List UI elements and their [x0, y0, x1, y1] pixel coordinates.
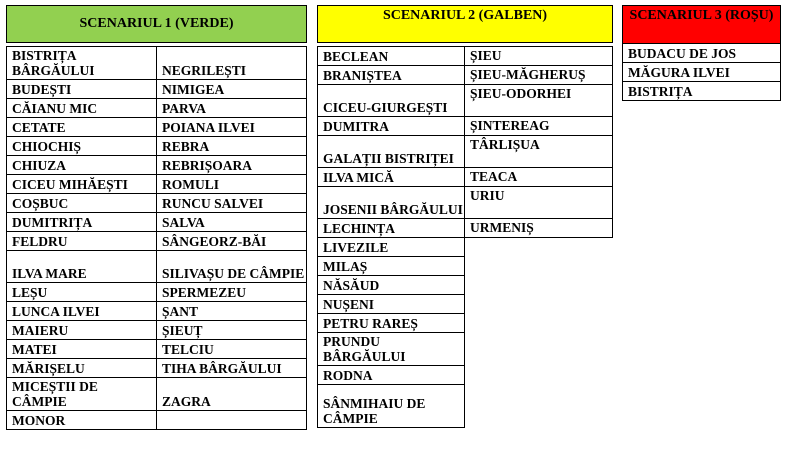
locality-cell: BRANIȘTEA [318, 66, 465, 85]
locality-cell: SILIVAȘU DE CÂMPIE [157, 251, 307, 283]
locality-cell: SÂNMIHAIU DE CÂMPIE [318, 385, 465, 428]
table-row [7, 47, 307, 80]
locality-cell: PETRU RAREȘ [318, 314, 465, 333]
locality-cell: BECLEAN [318, 47, 465, 66]
locality-cell: BISTRIȚA BÂRGĂULUI [7, 47, 157, 80]
locality-cell: ȘIEU-MĂGHERUȘ [465, 66, 613, 85]
locality-cell: NĂSĂUD [318, 276, 465, 295]
locality-cell: CHIUZA [7, 156, 157, 175]
empty-cell [465, 366, 613, 385]
table-row [318, 219, 613, 238]
locality-cell: ROMULI [157, 175, 307, 194]
locality-cell: MONOR [7, 411, 157, 430]
locality-cell: FELDRU [7, 232, 157, 251]
table-row [7, 156, 307, 175]
locality-cell: ILVA MICĂ [318, 168, 465, 187]
table-row [7, 175, 307, 194]
table-row [7, 283, 307, 302]
locality-cell: CHIOCHIȘ [7, 137, 157, 156]
locality-cell: SALVA [157, 213, 307, 232]
table-row [318, 314, 613, 333]
locality-cell: REBRA [157, 137, 307, 156]
locality-cell: JOSENII BÂRGĂULUI [318, 187, 465, 219]
table-row [7, 80, 307, 99]
locality-cell: BUDACU DE JOS [623, 44, 781, 63]
table-row [7, 99, 307, 118]
locality-cell: MATEI [7, 340, 157, 359]
locality-cell: COȘBUC [7, 194, 157, 213]
table-row [7, 232, 307, 251]
locality-cell: BUDEȘTI [7, 80, 157, 99]
table-row [7, 251, 307, 283]
locality-cell: TIHA BÂRGĂULUI [157, 359, 307, 378]
locality-cell: ȘIEU-ODORHEI [465, 85, 613, 117]
table-row [7, 137, 307, 156]
table-row [318, 47, 613, 66]
table-row [7, 340, 307, 359]
table-row [7, 411, 307, 430]
table-row [7, 118, 307, 137]
table-row [7, 359, 307, 378]
locality-cell: URIU [465, 187, 613, 219]
locality-cell: CICEU-GIURGEȘTI [318, 85, 465, 117]
table-row [7, 302, 307, 321]
locality-cell: PARVA [157, 99, 307, 118]
table-row [7, 213, 307, 232]
table-row [7, 378, 307, 411]
locality-cell: TÂRLIȘUA [465, 136, 613, 168]
locality-cell: ȘIEUȚ [157, 321, 307, 340]
table-row [318, 136, 613, 168]
locality-cell: SÂNGEORZ-BĂI [157, 232, 307, 251]
locality-cell: CĂIANU MIC [7, 99, 157, 118]
locality-cell: ȘINTEREAG [465, 117, 613, 136]
locality-cell: ȘANT [157, 302, 307, 321]
scenario2-title: SCENARIUL 2 (GALBEN) [318, 6, 613, 43]
locality-cell: LEȘU [7, 283, 157, 302]
empty-cell [465, 276, 613, 295]
locality-cell: NEGRILEȘTI [157, 47, 307, 80]
table-row [318, 333, 613, 366]
empty-cell [465, 333, 613, 366]
locality-cell: URMENIȘ [465, 219, 613, 238]
table-row [318, 187, 613, 219]
locality-cell: CICEU MIHĂEȘTI [7, 175, 157, 194]
table-row [623, 82, 781, 101]
table-row [318, 276, 613, 295]
scenario3-title: SCENARIUL 3 (ROȘU) [623, 6, 781, 44]
scenario1-title: SCENARIUL 1 (VERDE) [7, 6, 307, 43]
locality-cell: NIMIGEA [157, 80, 307, 99]
table-row [318, 168, 613, 187]
locality-cell: ILVA MARE [7, 251, 157, 283]
locality-cell: MAIERU [7, 321, 157, 340]
locality-cell: PRUNDU BÂRGĂULUI [318, 333, 465, 366]
table-row [318, 117, 613, 136]
table-row [623, 44, 781, 63]
locality-cell: LUNCA ILVEI [7, 302, 157, 321]
table-row [318, 66, 613, 85]
locality-cell: TEACA [465, 168, 613, 187]
locality-cell: SPERMEZEU [157, 283, 307, 302]
locality-cell: POIANA ILVEI [157, 118, 307, 137]
locality-cell: BISTRIȚA [623, 82, 781, 101]
locality-cell: LIVEZILE [318, 238, 465, 257]
locality-cell [157, 411, 307, 430]
empty-cell [465, 385, 613, 428]
locality-cell: LECHINȚA [318, 219, 465, 238]
table-row [623, 63, 781, 82]
locality-cell: RODNA [318, 366, 465, 385]
table-row [318, 257, 613, 276]
scenario2-table [317, 5, 613, 428]
locality-cell: MICEȘTII DE CÂMPIE [7, 378, 157, 411]
table-row [318, 385, 613, 428]
locality-cell: DUMITRA [318, 117, 465, 136]
empty-cell [465, 238, 613, 257]
locality-cell: TELCIU [157, 340, 307, 359]
table-row [318, 366, 613, 385]
locality-cell: MILAȘ [318, 257, 465, 276]
locality-cell: CETATE [7, 118, 157, 137]
table-row [7, 321, 307, 340]
table-row [7, 194, 307, 213]
locality-cell: NUȘENI [318, 295, 465, 314]
scenario3-table [622, 5, 781, 101]
table-row [318, 85, 613, 117]
locality-cell: MĂGURA ILVEI [623, 63, 781, 82]
scenario1-table [6, 5, 307, 430]
empty-cell [465, 314, 613, 333]
table-row [318, 295, 613, 314]
table-row [318, 238, 613, 257]
empty-cell [465, 295, 613, 314]
locality-cell: ZAGRA [157, 378, 307, 411]
locality-cell: ȘIEU [465, 47, 613, 66]
locality-cell: DUMITRIȚA [7, 213, 157, 232]
locality-cell: RUNCU SALVEI [157, 194, 307, 213]
locality-cell: REBRIȘOARA [157, 156, 307, 175]
locality-cell: MĂRIȘELU [7, 359, 157, 378]
empty-cell [465, 257, 613, 276]
locality-cell: GALAȚII BISTRIȚEI [318, 136, 465, 168]
